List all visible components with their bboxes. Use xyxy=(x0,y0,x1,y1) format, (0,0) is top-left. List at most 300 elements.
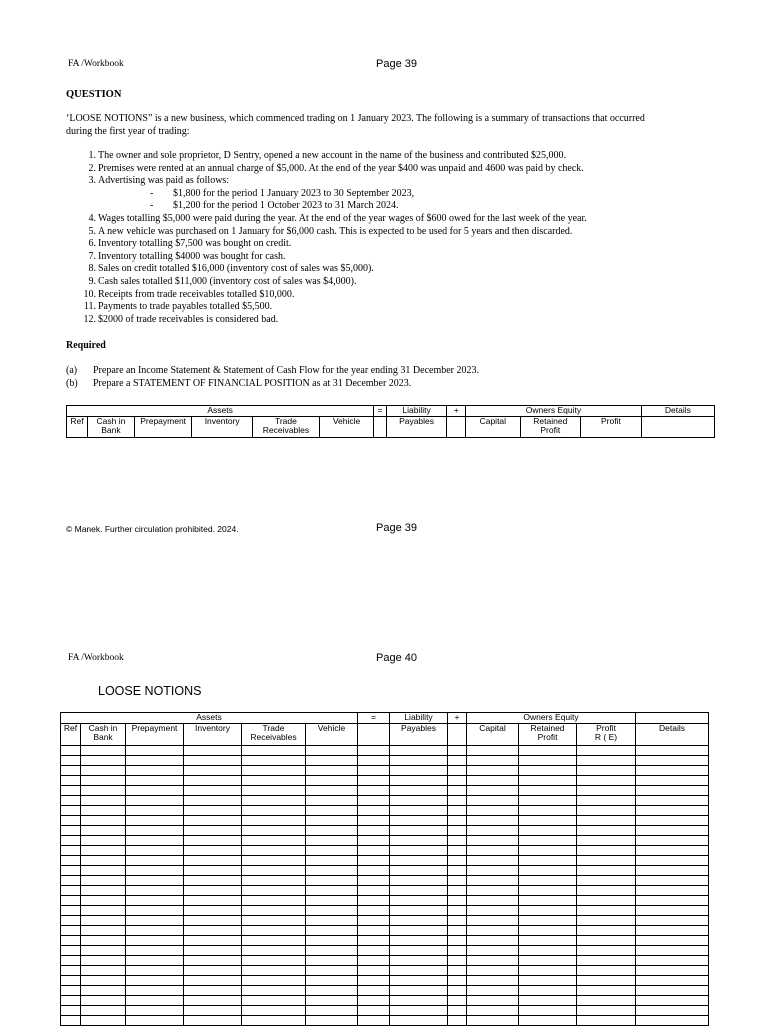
blank-cell xyxy=(448,965,467,975)
blank-cell xyxy=(242,905,306,915)
blank-cell xyxy=(126,865,184,875)
blank-cell xyxy=(448,885,467,895)
blank-cell xyxy=(306,985,358,995)
blank-cell xyxy=(61,775,81,785)
blank-cell xyxy=(184,955,242,965)
blank-cell xyxy=(61,1005,81,1015)
item-number: 10. xyxy=(83,288,96,300)
item-text: Payments to trade payables totalled $5,500. xyxy=(98,301,273,313)
blank-cell xyxy=(358,845,390,855)
blank-cell xyxy=(126,905,184,915)
blank-cell xyxy=(126,925,184,935)
blank-cell xyxy=(184,805,242,815)
blank-cell xyxy=(577,935,636,945)
blank-cell xyxy=(636,835,709,845)
blank-cell xyxy=(358,885,390,895)
blank-cell xyxy=(519,875,577,885)
blank-cell xyxy=(126,785,184,795)
col-capital: Capital xyxy=(467,723,519,745)
transaction-item xyxy=(66,213,676,226)
blank-entry-row xyxy=(61,855,709,865)
blank-cell xyxy=(519,955,577,965)
blank-cell xyxy=(242,835,306,845)
blank-cell xyxy=(636,935,709,945)
blank-cell xyxy=(636,745,709,755)
blank-entry-row xyxy=(61,845,709,855)
blank-cell xyxy=(306,1005,358,1015)
blank-cell xyxy=(126,815,184,825)
blank-cell xyxy=(61,955,81,965)
blank-cell xyxy=(448,975,467,985)
blank-cell xyxy=(448,875,467,885)
blank-cell xyxy=(519,835,577,845)
blank-cell xyxy=(61,815,81,825)
blank-cell xyxy=(61,875,81,885)
blank-cell xyxy=(61,905,81,915)
blank-cell xyxy=(61,795,81,805)
blank-cell xyxy=(184,775,242,785)
blank-cell xyxy=(306,995,358,1005)
blank-cell xyxy=(358,975,390,985)
blank-cell xyxy=(81,745,126,755)
blank-cell xyxy=(126,985,184,995)
blank-cell xyxy=(467,805,519,815)
blank-cell xyxy=(184,945,242,955)
required-label: (a) xyxy=(66,365,78,376)
blank-cell xyxy=(242,945,306,955)
blank-cell xyxy=(184,885,242,895)
blank-cell xyxy=(242,985,306,995)
blank-cell xyxy=(519,825,577,835)
blank-cell xyxy=(448,945,467,955)
blank-cell xyxy=(61,865,81,875)
blank-cell xyxy=(577,995,636,1005)
blank-cell xyxy=(242,775,306,785)
blank-cell xyxy=(306,755,358,765)
blank-cell xyxy=(126,945,184,955)
blank-cell xyxy=(184,815,242,825)
col-profit-re: Profit R ( E) xyxy=(577,723,636,745)
item-text: $2000 of trade receivables is considered bad. xyxy=(98,313,279,325)
blank-cell xyxy=(242,785,306,795)
blank-cell xyxy=(390,925,448,935)
blank-cell xyxy=(126,885,184,895)
blank-cell xyxy=(81,875,126,885)
blank-cell xyxy=(306,825,358,835)
blank-cell xyxy=(390,835,448,845)
blank-cell xyxy=(390,875,448,885)
blank-entry-row xyxy=(61,835,709,845)
blank-cell xyxy=(636,925,709,935)
blank-cell xyxy=(519,925,577,935)
transaction-item xyxy=(66,238,676,251)
blank-cell xyxy=(358,925,390,935)
blank-cell xyxy=(448,775,467,785)
blank-cell xyxy=(126,845,184,855)
blank-cell xyxy=(61,745,81,755)
blank-cell xyxy=(577,835,636,845)
transaction-item xyxy=(66,150,676,163)
blank-cell xyxy=(358,955,390,965)
required-label: (b) xyxy=(66,377,78,389)
blank-cell xyxy=(81,855,126,865)
col-ref: Ref xyxy=(67,416,88,437)
page-header-left: FA /Workbook xyxy=(68,59,124,69)
col-trade-receivables: Trade Receivables xyxy=(252,416,319,437)
blank-cell xyxy=(577,945,636,955)
blank-cell xyxy=(577,925,636,935)
blank-cell xyxy=(306,935,358,945)
blank-cell xyxy=(242,975,306,985)
plus-sign: + xyxy=(448,713,467,724)
blank-cell xyxy=(577,905,636,915)
blank-cell xyxy=(358,805,390,815)
blank-cell xyxy=(358,985,390,995)
blank-cell xyxy=(519,945,577,955)
blank-cell xyxy=(126,775,184,785)
blank-entry-row xyxy=(61,775,709,785)
blank-cell xyxy=(636,775,709,785)
worksheet-title: LOOSE NOTIONS xyxy=(98,684,202,698)
blank-cell xyxy=(184,895,242,905)
blank-cell xyxy=(306,965,358,975)
blank-cell xyxy=(390,815,448,825)
blank-cell xyxy=(184,755,242,765)
blank-cell xyxy=(184,985,242,995)
assets-group-header: Assets xyxy=(61,713,358,724)
col-retained-profit: Retained Profit xyxy=(519,723,577,745)
col-spacer xyxy=(374,416,387,437)
blank-cell xyxy=(184,785,242,795)
required-item-a xyxy=(66,365,666,378)
blank-cell xyxy=(306,875,358,885)
blank-cell xyxy=(126,895,184,905)
col-payables: Payables xyxy=(390,723,448,745)
item-number: 7. xyxy=(88,250,96,262)
blank-cell xyxy=(636,965,709,975)
blank-cell xyxy=(61,755,81,765)
advertising-sub-list xyxy=(98,188,676,213)
blank-cell xyxy=(636,825,709,835)
blank-cell xyxy=(577,895,636,905)
blank-cell xyxy=(306,925,358,935)
blank-cell xyxy=(577,745,636,755)
blank-cell xyxy=(306,895,358,905)
blank-cell xyxy=(358,755,390,765)
item-number: 2. xyxy=(88,162,96,174)
owners-equity-group-header: Owners Equity xyxy=(466,406,642,417)
blank-cell xyxy=(126,855,184,865)
blank-cell xyxy=(81,865,126,875)
blank-cell xyxy=(467,1005,519,1015)
col-payables: Payables xyxy=(386,416,447,437)
blank-cell xyxy=(306,785,358,795)
blank-cell xyxy=(184,975,242,985)
col-details-blank xyxy=(641,416,714,437)
blank-cell xyxy=(636,1005,709,1015)
item-text: Premises were rented at an annual charge of $5,000. At the end of the year $400 was unpaid and 4600 was paid by check. xyxy=(98,162,584,174)
blank-cell xyxy=(467,865,519,875)
blank-cell xyxy=(81,785,126,795)
blank-cell xyxy=(636,985,709,995)
blank-cell xyxy=(242,875,306,885)
blank-cell xyxy=(306,745,358,755)
item-text: A new vehicle was purchased on 1 January for $6,000 cash. This is expected to be used for 5 years and then discarded. xyxy=(98,225,573,237)
col-spacer xyxy=(447,416,466,437)
blank-cell xyxy=(448,955,467,965)
blank-cell xyxy=(61,805,81,815)
item-number: 9. xyxy=(88,275,96,287)
liability-group-header: Liability xyxy=(390,713,448,724)
blank-cell xyxy=(467,765,519,775)
details-header: Details xyxy=(641,406,714,417)
blank-cell xyxy=(636,815,709,825)
col-trade-receivables: Trade Receivables xyxy=(242,723,306,745)
blank-cell xyxy=(519,805,577,815)
question-heading: QUESTION xyxy=(66,89,122,100)
blank-entry-row xyxy=(61,925,709,935)
blank-cell xyxy=(358,785,390,795)
blank-cell xyxy=(577,975,636,985)
col-cash-in-bank: Cash in Bank xyxy=(87,416,134,437)
blank-cell xyxy=(577,955,636,965)
blank-cell xyxy=(126,965,184,975)
blank-cell xyxy=(358,745,390,755)
blank-entry-row xyxy=(61,825,709,835)
blank-cell xyxy=(184,935,242,945)
blank-cell xyxy=(390,825,448,835)
sub-item-text: $1,200 for the period 1 October 2023 to 31 March 2024. xyxy=(173,200,399,212)
blank-cell xyxy=(467,995,519,1005)
blank-cell xyxy=(577,875,636,885)
advertising-sub-item xyxy=(98,200,676,213)
col-ref: Ref xyxy=(61,723,81,745)
blank-cell xyxy=(467,905,519,915)
blank-cell xyxy=(636,865,709,875)
blank-cell xyxy=(81,955,126,965)
blank-cell xyxy=(448,805,467,815)
item-text: Advertising was paid as follows: xyxy=(98,175,230,187)
item-text: Inventory totalling $7,500 was bought on credit. xyxy=(98,238,292,250)
blank-cell xyxy=(519,905,577,915)
blank-cell xyxy=(184,1005,242,1015)
item-text: Wages totalling $5,000 were paid during the year. At the end of the year wages of $600 owed for the last week of the year. xyxy=(98,212,587,224)
blank-cell xyxy=(448,935,467,945)
blank-cell xyxy=(577,885,636,895)
required-text: Prepare a STATEMENT OF FINANCIAL POSITION as at 31 December 2023. xyxy=(93,377,412,389)
blank-cell xyxy=(184,875,242,885)
blank-cell xyxy=(126,745,184,755)
blank-cell xyxy=(242,815,306,825)
blank-cell xyxy=(126,1005,184,1015)
blank-cell xyxy=(448,845,467,855)
blank-cell xyxy=(448,865,467,875)
blank-cell xyxy=(61,845,81,855)
item-number: 3. xyxy=(88,175,96,187)
item-number: 4. xyxy=(88,212,96,224)
blank-cell xyxy=(81,995,126,1005)
item-text: Cash sales totalled $11,000 (inventory cost of sales was $4,000). xyxy=(98,275,357,287)
blank-cell xyxy=(358,945,390,955)
blank-cell xyxy=(81,845,126,855)
blank-cell xyxy=(358,935,390,945)
question-intro: ‘LOOSE NOTIONS” is a new business, which commenced trading on 1 January 2023. The following is a summary of transactions that occurred during the first year of trading: xyxy=(66,113,645,137)
blank-cell xyxy=(242,805,306,815)
col-inventory: Inventory xyxy=(184,723,242,745)
blank-cell xyxy=(467,795,519,805)
blank-cell xyxy=(81,925,126,935)
blank-cell xyxy=(448,825,467,835)
blank-cell xyxy=(184,835,242,845)
blank-cell xyxy=(306,855,358,865)
blank-entry-row xyxy=(61,985,709,995)
blank-cell xyxy=(390,905,448,915)
liability-group-header: Liability xyxy=(386,406,447,417)
transaction-item xyxy=(66,263,676,276)
blank-cell xyxy=(81,965,126,975)
blank-cell xyxy=(61,835,81,845)
blank-cell xyxy=(61,825,81,835)
blank-cell xyxy=(358,875,390,885)
blank-cell xyxy=(519,815,577,825)
blank-cell xyxy=(358,775,390,785)
footer-page-number: Page 39 xyxy=(376,522,417,534)
blank-cell xyxy=(358,965,390,975)
blank-cell xyxy=(519,795,577,805)
blank-cell xyxy=(636,975,709,985)
blank-cell xyxy=(448,855,467,865)
blank-cell xyxy=(184,925,242,935)
blank-cell xyxy=(636,795,709,805)
blank-cell xyxy=(358,765,390,775)
blank-cell xyxy=(81,935,126,945)
blank-cell xyxy=(467,835,519,845)
transaction-item xyxy=(66,163,676,176)
blank-cell xyxy=(184,965,242,975)
blank-cell xyxy=(390,955,448,965)
blank-cell xyxy=(577,825,636,835)
blank-cell xyxy=(636,765,709,775)
blank-cell xyxy=(242,915,306,925)
blank-cell xyxy=(448,795,467,805)
blank-cell xyxy=(448,785,467,795)
blank-cell xyxy=(126,935,184,945)
blank-cell xyxy=(577,915,636,925)
blank-cell xyxy=(358,835,390,845)
blank-cell xyxy=(81,805,126,815)
col-spacer xyxy=(358,723,390,745)
blank-cell xyxy=(467,875,519,885)
blank-cell xyxy=(306,775,358,785)
blank-cell xyxy=(306,795,358,805)
blank-cell xyxy=(81,945,126,955)
transaction-item xyxy=(66,314,676,327)
blank-entry-row xyxy=(61,1005,709,1015)
blank-cell xyxy=(306,815,358,825)
blank-cell xyxy=(467,785,519,795)
blank-cell xyxy=(61,935,81,945)
blank-cell xyxy=(519,855,577,865)
blank-entry-row xyxy=(61,785,709,795)
blank-cell xyxy=(358,855,390,865)
blank-cell xyxy=(467,825,519,835)
blank-cell xyxy=(390,895,448,905)
blank-cell xyxy=(467,755,519,765)
sub-item-dash: - xyxy=(150,200,154,212)
blank-cell xyxy=(467,915,519,925)
item-text: The owner and sole proprietor, D Sentry, opened a new account in the name of the business and contributed $25,000. xyxy=(98,150,566,161)
blank-cell xyxy=(467,945,519,955)
blank-cell xyxy=(81,985,126,995)
blank-cell xyxy=(519,765,577,775)
blank-cell xyxy=(390,765,448,775)
blank-cell xyxy=(242,855,306,865)
blank-cell xyxy=(242,825,306,835)
blank-cell xyxy=(306,975,358,985)
sub-item-text: $1,800 for the period 1 January 2023 to 30 September 2023, xyxy=(173,187,415,199)
blank-cell xyxy=(390,935,448,945)
blank-cell xyxy=(467,885,519,895)
blank-entry-row xyxy=(61,795,709,805)
blank-cell xyxy=(636,995,709,1005)
blank-entry-row xyxy=(61,815,709,825)
blank-cell xyxy=(242,765,306,775)
blank-entry-row xyxy=(61,935,709,945)
blank-cell xyxy=(306,945,358,955)
blank-cell xyxy=(577,785,636,795)
blank-cell xyxy=(242,995,306,1005)
blank-cell xyxy=(126,995,184,1005)
blank-cell xyxy=(242,755,306,765)
blank-cell xyxy=(242,955,306,965)
blank-cell xyxy=(61,895,81,905)
blank-cell xyxy=(467,965,519,975)
transaction-list xyxy=(66,150,676,326)
blank-cell xyxy=(61,885,81,895)
blank-cell xyxy=(242,925,306,935)
blank-cell xyxy=(577,805,636,815)
blank-entry-row xyxy=(61,865,709,875)
blank-cell xyxy=(306,955,358,965)
blank-cell xyxy=(184,825,242,835)
blank-entry-row xyxy=(61,805,709,815)
blank-cell xyxy=(390,845,448,855)
transaction-item xyxy=(66,175,676,213)
blank-cell xyxy=(306,845,358,855)
transaction-item xyxy=(66,276,676,289)
blank-cell xyxy=(242,895,306,905)
blank-cell xyxy=(636,915,709,925)
blank-cell xyxy=(390,885,448,895)
transaction-item xyxy=(66,226,676,239)
blank-entry-row xyxy=(61,955,709,965)
blank-cell xyxy=(61,995,81,1005)
owners-equity-group-header: Owners Equity xyxy=(467,713,636,724)
blank-cell xyxy=(467,845,519,855)
blank-cell xyxy=(577,755,636,765)
blank-cell xyxy=(306,765,358,775)
blank-cell xyxy=(390,755,448,765)
blank-cell xyxy=(242,885,306,895)
copyright-footer: © Manek. Further circulation prohibited. 2024. xyxy=(66,524,239,534)
page-number: Page 40 xyxy=(376,652,417,664)
page-header-left: FA /Workbook xyxy=(68,653,124,663)
blank-cell xyxy=(448,745,467,755)
blank-cell xyxy=(448,915,467,925)
col-profit: Profit xyxy=(581,416,642,437)
blank-cell xyxy=(61,765,81,775)
blank-cell xyxy=(242,845,306,855)
